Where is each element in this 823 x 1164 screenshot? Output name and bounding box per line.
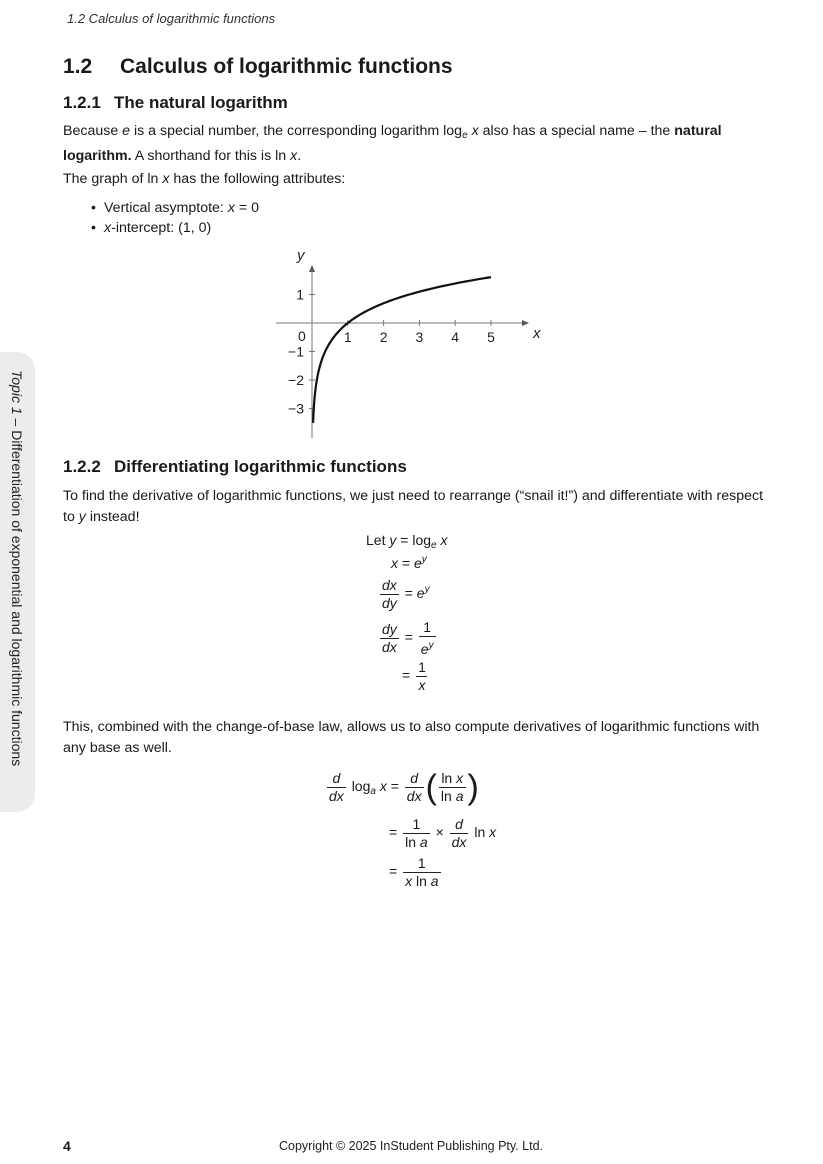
ln-graph	[260, 240, 560, 440]
page-number: 4	[63, 1138, 71, 1154]
subsection-title: The natural logarithm	[114, 93, 288, 112]
x-axis-label: x	[533, 325, 541, 342]
topic-label: Topic 1	[9, 370, 25, 415]
paragraph-derivative-intro: To find the derivative of logarithmic functions, we just need to rearrange (“snail it!”) and differentiate with respect to y instead!	[63, 488, 764, 525]
list-item: • x-intercept: (1, 0)	[104, 218, 259, 238]
subsection-number: 1.2.1	[63, 93, 101, 112]
attributes-list	[104, 198, 259, 238]
derivation-line: $\frac{dy}{dx}$ = $\frac{1}{e^y}$	[382, 619, 434, 657]
x-tick-label: 1	[343, 329, 352, 345]
derivation-line: = $\frac{1}{x}$	[402, 659, 426, 693]
x-tick-label: 4	[451, 329, 460, 345]
topic-dash: –	[9, 414, 25, 431]
topic-side-text	[9, 370, 25, 766]
paragraph-change-of-base: This, combined with the change-of-base law, allows us to also compute derivatives of logarithmic functions with any base as well.	[63, 719, 760, 756]
y-axis-label: y	[297, 247, 305, 264]
derivation-line: $\frac{dx}{dy}$ = $e^y$	[382, 577, 430, 611]
derivation-line: $\frac{d}{dx}$ $\log_a x$ = $\frac{d}{dx}$ ( $\frac{\text{ln x}}{\text{ln a}}$ )	[329, 768, 479, 807]
section-number: 1.2	[63, 55, 93, 78]
paragraph-graph-intro: The graph of ln x has the following attributes:	[63, 171, 346, 187]
y-tick-label: 1	[296, 286, 304, 303]
ln-curve	[313, 277, 491, 423]
x-tick-label: 5	[487, 329, 495, 345]
running-head: 1.2 Calculus of logarithmic functions	[67, 11, 276, 26]
topic-side-tab	[0, 352, 35, 812]
x-tick-label: 3	[415, 329, 424, 345]
list-item: • Vertical asymptote: x = 0	[104, 198, 259, 218]
x-tick-label: 2	[379, 329, 388, 345]
y-tick-label: −3	[288, 400, 304, 417]
derivation-line: $x = e^y$	[391, 554, 427, 571]
paragraph-natural-log: Because e is a special number, the corresponding logarithm $\log_e x$ also has a special name – the natural logarithm. A shorthand for this is ln x.	[63, 123, 722, 164]
origin-label: 0	[298, 328, 306, 344]
section-title: Calculus of logarithmic functions	[120, 55, 453, 78]
topic-title: Differentiation of exponential and logarithmic functions	[9, 430, 25, 767]
bold-term: natural logarithm.	[63, 123, 722, 164]
y-tick-label: −1	[288, 343, 304, 360]
subsection-title: Differentiating logarithmic functions	[114, 457, 407, 476]
subsection-number: 1.2.2	[63, 457, 101, 476]
derivation-line: = $\frac{1}{\text{ln a}}$ × $\frac{d}{dx}$ ln x	[389, 816, 497, 850]
section-heading	[63, 55, 453, 79]
derivation-line: Let $y = \log_e x$	[366, 532, 448, 551]
derivation-line: = $\frac{1}{\text{x ln a}}$	[389, 855, 439, 889]
y-tick-label: −2	[288, 372, 304, 388]
copyright: Copyright © 2025 InStudent Publishing Pty. Ltd.	[279, 1139, 544, 1153]
subsection-heading-1	[63, 93, 288, 113]
subsection-heading-2	[63, 457, 407, 477]
